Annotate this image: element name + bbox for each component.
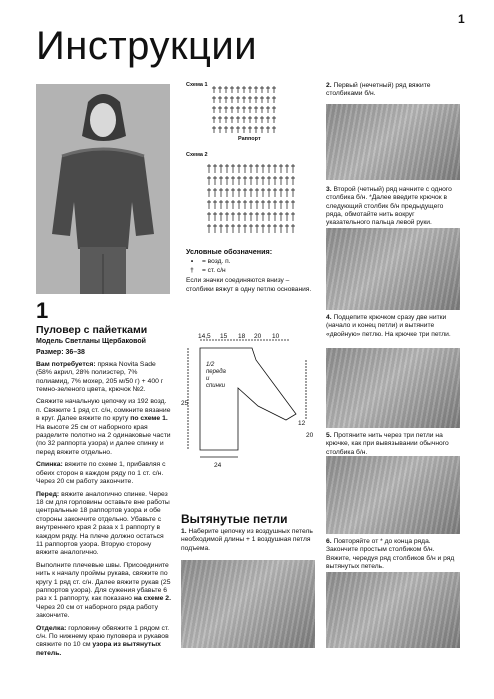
stitch-symbol xyxy=(231,176,235,185)
finish-paragraph xyxy=(36,625,172,659)
stitch-symbol xyxy=(285,176,289,185)
stitch-symbol xyxy=(272,96,276,103)
stitch-symbol xyxy=(267,164,271,173)
stitch-symbol xyxy=(212,126,216,133)
stitch-symbol xyxy=(285,200,289,209)
step-6-photo xyxy=(326,572,460,648)
stitch-symbol xyxy=(230,106,234,113)
step-4 xyxy=(326,314,460,339)
step-1-text: Наберите цепочку из воздушных петель необходимой длины + 1 воздушная петля подъема. xyxy=(181,528,313,552)
start-rest: На высоте 25 см от наборного края разделите полотно на 2 одинаковые части (по 32 раппорта узора) и далее спинку и перед вяжите отдельно. xyxy=(36,423,171,456)
stitch-symbol xyxy=(266,116,270,123)
materials-label: Вам потребуется: xyxy=(36,360,96,368)
stitch-symbol xyxy=(267,176,271,185)
stitch-symbol xyxy=(261,176,265,185)
stitch-symbol xyxy=(237,224,241,233)
step-1-number: 1. xyxy=(181,528,187,535)
stitch-symbol xyxy=(213,212,217,221)
stitch-symbol xyxy=(224,106,228,113)
stitch-symbol xyxy=(254,116,258,123)
dim-top-4: 20 xyxy=(254,333,262,340)
step-2-text: Первый (нечетный) ряд вяжите столбиками б/н. xyxy=(326,82,431,98)
stitch-symbol xyxy=(224,126,228,133)
stitch-symbol xyxy=(267,188,271,197)
stitch-symbol xyxy=(213,224,217,233)
stitch-symbol xyxy=(261,212,265,221)
stitch-symbol xyxy=(213,164,217,173)
front-paragraph xyxy=(36,491,172,558)
stitch-symbol xyxy=(236,96,240,103)
stitch-symbol xyxy=(242,116,246,123)
step-3-text: Второй (четный) ряд начните с одного столбика б/н. *Далее введите крючок в следующий столбик б/н предыдущего ряда, обмотайте нить вокруг указательного пальца левой руки. xyxy=(326,186,452,227)
stitch-symbol xyxy=(291,212,295,221)
inner-label-1: 1/2 xyxy=(206,362,215,368)
stitch-symbol xyxy=(267,212,271,221)
stitch-symbol xyxy=(207,212,211,221)
stitch-symbol xyxy=(291,164,295,173)
stitch-symbol xyxy=(236,86,240,93)
stitch-symbol xyxy=(260,126,264,133)
stitch-symbol xyxy=(249,176,253,185)
stitch-symbol xyxy=(219,188,223,197)
dim-25: 25 xyxy=(181,400,189,407)
stitch-symbol xyxy=(279,224,283,233)
garment-schematic xyxy=(178,330,318,470)
back-label: Спинка: xyxy=(36,461,63,469)
stitch-symbol xyxy=(248,116,252,123)
stitch-symbol xyxy=(207,176,211,185)
stitch-symbol xyxy=(261,188,265,197)
stitch-symbol xyxy=(237,164,241,173)
stitch-symbol xyxy=(249,200,253,209)
page-title: Инструкции xyxy=(36,24,258,68)
stitch-symbol xyxy=(261,164,265,173)
stitch-symbol xyxy=(242,86,246,93)
stitch-symbol xyxy=(230,86,234,93)
stitch-symbol xyxy=(213,188,217,197)
stitch-symbol xyxy=(279,200,283,209)
step-6 xyxy=(326,538,460,571)
stitch-symbol xyxy=(273,212,277,221)
step-2 xyxy=(326,82,460,99)
stitch-symbol xyxy=(212,116,216,123)
stitch-symbol xyxy=(242,106,246,113)
stitch-symbol xyxy=(224,96,228,103)
stitch-symbol xyxy=(225,212,229,221)
stitch-symbol xyxy=(230,116,234,123)
step-1 xyxy=(181,528,313,553)
diagram-inner-label xyxy=(206,362,226,390)
stitch-symbol xyxy=(224,86,228,93)
step-4-photo xyxy=(326,348,460,428)
stitch-symbol xyxy=(285,164,289,173)
stitch-symbol xyxy=(266,96,270,103)
stitch-symbol xyxy=(260,116,264,123)
stitch-symbol xyxy=(255,164,259,173)
back-paragraph xyxy=(36,461,172,486)
back-text: вяжите по схеме 1, прибавляя с обеих сторон в каждом ряду по 1 ст. с/н. Через 20 см работу закончите. xyxy=(36,461,166,486)
stitch-symbol xyxy=(243,188,247,197)
stitch-symbol xyxy=(261,200,265,209)
stitch-symbol xyxy=(255,176,259,185)
stitch-symbol xyxy=(248,96,252,103)
dim-24: 24 xyxy=(214,462,222,469)
scheme2-label: Схема 2 xyxy=(186,152,208,158)
stitch-symbol xyxy=(230,126,234,133)
stitch-symbol xyxy=(272,106,276,113)
stitch-symbol xyxy=(237,200,241,209)
stitch-symbol xyxy=(225,164,229,173)
step-3 xyxy=(326,186,460,227)
stitch-symbol xyxy=(267,200,271,209)
stitch-symbol xyxy=(273,176,277,185)
stitch-symbol xyxy=(243,224,247,233)
stitch-symbol xyxy=(273,200,277,209)
shoulder-paragraph xyxy=(36,562,172,621)
stitch-symbol xyxy=(225,176,229,185)
materials-text: пряжа Novita Sade (58% акрил, 28% полиэстер, 7% полиамид, 7% мохер, 205 м/50 г) + 400 г темно-зеленого цвета, крючок №2. xyxy=(36,360,164,394)
stitch-symbol xyxy=(249,224,253,233)
scheme1-label: Схема 1 xyxy=(186,82,208,88)
step-2-number: 2. xyxy=(326,82,332,89)
stitch-symbol xyxy=(285,212,289,221)
stitch-symbol xyxy=(248,86,252,93)
stitch-symbol xyxy=(249,212,253,221)
stitch-symbol xyxy=(255,200,259,209)
model-photo-illustration xyxy=(36,84,170,294)
stitch-symbol xyxy=(237,176,241,185)
stitch-symbol xyxy=(218,86,222,93)
stitch-symbol xyxy=(291,188,295,197)
stitch-symbol xyxy=(260,106,264,113)
stitch-symbol xyxy=(272,126,276,133)
model-photo xyxy=(36,84,170,294)
stitch-symbol xyxy=(237,212,241,221)
legend-item-chain xyxy=(186,258,314,266)
stitch-symbol xyxy=(212,106,216,113)
legend-note: Если значки соединяются внизу – столбики вяжут в одну петлю основания. xyxy=(186,277,312,293)
pattern-title: Пуловер с пайетками xyxy=(36,324,148,336)
stitch-symbol xyxy=(218,96,222,103)
stitch-symbol xyxy=(261,224,265,233)
step-3-photo xyxy=(326,228,460,310)
stitch-symbol xyxy=(212,86,216,93)
stitch-symbol xyxy=(207,164,211,173)
shoulder-bold: на схеме 2. xyxy=(133,595,171,603)
stitch-symbol xyxy=(254,86,258,93)
stitch-symbol xyxy=(291,224,295,233)
rapport-label: Раппорт xyxy=(238,136,261,142)
stitch-symbol xyxy=(213,200,217,209)
stitch-symbol xyxy=(273,224,277,233)
stitch-symbol xyxy=(285,188,289,197)
dim-top-5: 10 xyxy=(272,333,280,340)
stitch-symbol xyxy=(272,86,276,93)
scheme2-chart xyxy=(205,160,300,238)
stitch-symbol xyxy=(266,106,270,113)
stitch-symbol xyxy=(279,212,283,221)
stitch-symbol xyxy=(242,96,246,103)
legend-heading: Условные обозначения: xyxy=(186,247,273,256)
section-title: Вытянутые петли xyxy=(181,512,288,526)
stitch-symbol xyxy=(218,126,222,133)
step-3-number: 3. xyxy=(326,186,332,193)
step-5 xyxy=(326,432,460,457)
stitch-symbol xyxy=(249,164,253,173)
stitch-symbol xyxy=(267,224,271,233)
stitch-symbol xyxy=(231,224,235,233)
stitch-symbol xyxy=(254,96,258,103)
stitch-symbol xyxy=(248,106,252,113)
stitch-symbol xyxy=(254,106,258,113)
stitch-symbol xyxy=(207,188,211,197)
step-6-number: 6. xyxy=(326,538,332,545)
stitch-symbol xyxy=(236,106,240,113)
stitch-symbol xyxy=(249,188,253,197)
finish-text: горловину обвяжите 1 рядом ст. с/н. По нижнему краю пуловера и рукавов свяжите по 10 см xyxy=(36,624,170,649)
stitch-symbol xyxy=(212,96,216,103)
double-crochet-icon: † xyxy=(190,266,194,274)
stitch-symbol xyxy=(273,164,277,173)
pattern-number: 1 xyxy=(36,298,49,323)
page-number: 1 xyxy=(458,12,465,26)
stitch-symbol xyxy=(225,188,229,197)
step-4-number: 4. xyxy=(326,314,332,321)
stitch-symbol xyxy=(243,176,247,185)
start-paragraph xyxy=(36,398,172,457)
stitch-symbol xyxy=(236,126,240,133)
stitch-symbol xyxy=(219,212,223,221)
stitch-symbol xyxy=(243,212,247,221)
stitch-symbol xyxy=(237,188,241,197)
step-5-text: Протяните нить через три петли на крючке, как при вывязывании обычного столбика б/н. xyxy=(326,432,449,456)
materials-paragraph xyxy=(36,361,172,395)
stitch-symbol xyxy=(255,188,259,197)
legend-item-chain-label: = возд. п. xyxy=(202,258,231,266)
stitch-symbol xyxy=(224,116,228,123)
inner-label-2: переда xyxy=(206,369,226,375)
stitch-symbol xyxy=(207,200,211,209)
step-5-number: 5. xyxy=(326,432,332,439)
shoulder-text: Выполните плечевые швы. Присоедините нить к началу проймы рукава, свяжите по кругу 1 ряд ст. с/н. Далее вяжите рукав (25 раппортов узора). Для сужения убавьте 6 раз х 1 раппорту, как показано xyxy=(36,561,171,603)
stitch-symbol xyxy=(231,212,235,221)
stitch-symbol xyxy=(272,116,276,123)
stitch-symbol xyxy=(207,224,211,233)
start-bold: по схеме 1. xyxy=(130,415,168,423)
dim-12: 12 xyxy=(298,420,306,427)
stitch-symbol xyxy=(219,200,223,209)
stitch-symbol xyxy=(225,200,229,209)
dim-20: 20 xyxy=(306,432,314,439)
stitch-symbol xyxy=(291,176,295,185)
stitch-symbol xyxy=(213,176,217,185)
stitch-symbol xyxy=(260,86,264,93)
dim-top-2: 15 xyxy=(220,333,228,340)
scheme1-chart xyxy=(210,82,280,138)
stitch-symbol xyxy=(266,126,270,133)
stitch-symbol xyxy=(273,188,277,197)
finish-bold: узора из вытянутых петель. xyxy=(36,641,161,657)
stitch-symbol xyxy=(218,106,222,113)
shoulder-rest: Через 20 см от наборного ряда работу закончите. xyxy=(36,603,158,620)
stitch-symbol xyxy=(248,126,252,133)
stitch-symbol xyxy=(243,200,247,209)
step-5-photo xyxy=(326,456,460,534)
stitch-symbol xyxy=(279,164,283,173)
step-4-text: Подцепите крючком сразу две нитки (начало и конец петли) и вытяните «двойную» петлю. На крючке три петли. xyxy=(326,314,451,338)
stitch-symbol xyxy=(219,224,223,233)
stitch-symbol xyxy=(291,200,295,209)
pattern-description xyxy=(36,300,172,662)
pattern-model: Модель Светланы Щербаковой xyxy=(36,338,146,345)
stitch-symbol xyxy=(231,200,235,209)
stitch-symbol xyxy=(219,176,223,185)
stitch-symbol xyxy=(279,188,283,197)
pattern-size: Размер: 36–38 xyxy=(36,349,85,357)
stitch-symbol xyxy=(236,116,240,123)
chain-stitch-icon: • xyxy=(190,258,194,266)
front-text: вяжите аналогично спинке. Через 18 см для горловины оставьте вне работы центральные 18 раппортов узора и обе стороны закончите отдельно. Убавьте с внутреннего края 2 раза х 1 раппорту в каждом ряду. На плече должно остаться 11 раппортов узора. Вторую сторону вяжите аналогично. xyxy=(36,490,170,557)
stitch-symbol xyxy=(218,116,222,123)
stitch-symbol xyxy=(260,96,264,103)
dim-top-3: 18 xyxy=(238,333,246,340)
stitch-symbol xyxy=(230,96,234,103)
stitch-symbol xyxy=(285,224,289,233)
stitch-symbol xyxy=(225,224,229,233)
inner-label-3: и xyxy=(206,376,210,382)
stitch-symbol xyxy=(255,212,259,221)
stitch-symbol xyxy=(243,164,247,173)
legend-item-dc xyxy=(186,267,314,275)
stitch-symbol xyxy=(242,126,246,133)
legend-item-dc-label: = ст. с/н xyxy=(202,266,226,274)
finish-label: Отделка: xyxy=(36,624,67,632)
stitch-symbol xyxy=(279,176,283,185)
dim-top-1: 14,5 xyxy=(198,333,211,340)
step-1-photo xyxy=(181,560,315,648)
inner-label-4: спинки xyxy=(206,383,226,389)
legend xyxy=(186,248,314,294)
start-text: Свяжите начальную цепочку из 192 возд. п. Свяжите 1 ряд ст. с/н, сомкните вязание в круг. Далее вяжите по кругу xyxy=(36,398,171,423)
stitch-symbol xyxy=(231,164,235,173)
step-2-photo xyxy=(326,104,460,180)
stitch-symbol xyxy=(255,224,259,233)
front-label: Перед: xyxy=(36,490,60,498)
stitch-symbol xyxy=(219,164,223,173)
stitch-symbol xyxy=(254,126,258,133)
stitch-symbol xyxy=(231,188,235,197)
stitch-symbol xyxy=(266,86,270,93)
step-6-text: Повторяйте от * до конца ряда. Закончите простым столбиком б/н. Вяжите, чередуя ряд столбиков б/н и ряд вытянутых петель. xyxy=(326,538,455,570)
